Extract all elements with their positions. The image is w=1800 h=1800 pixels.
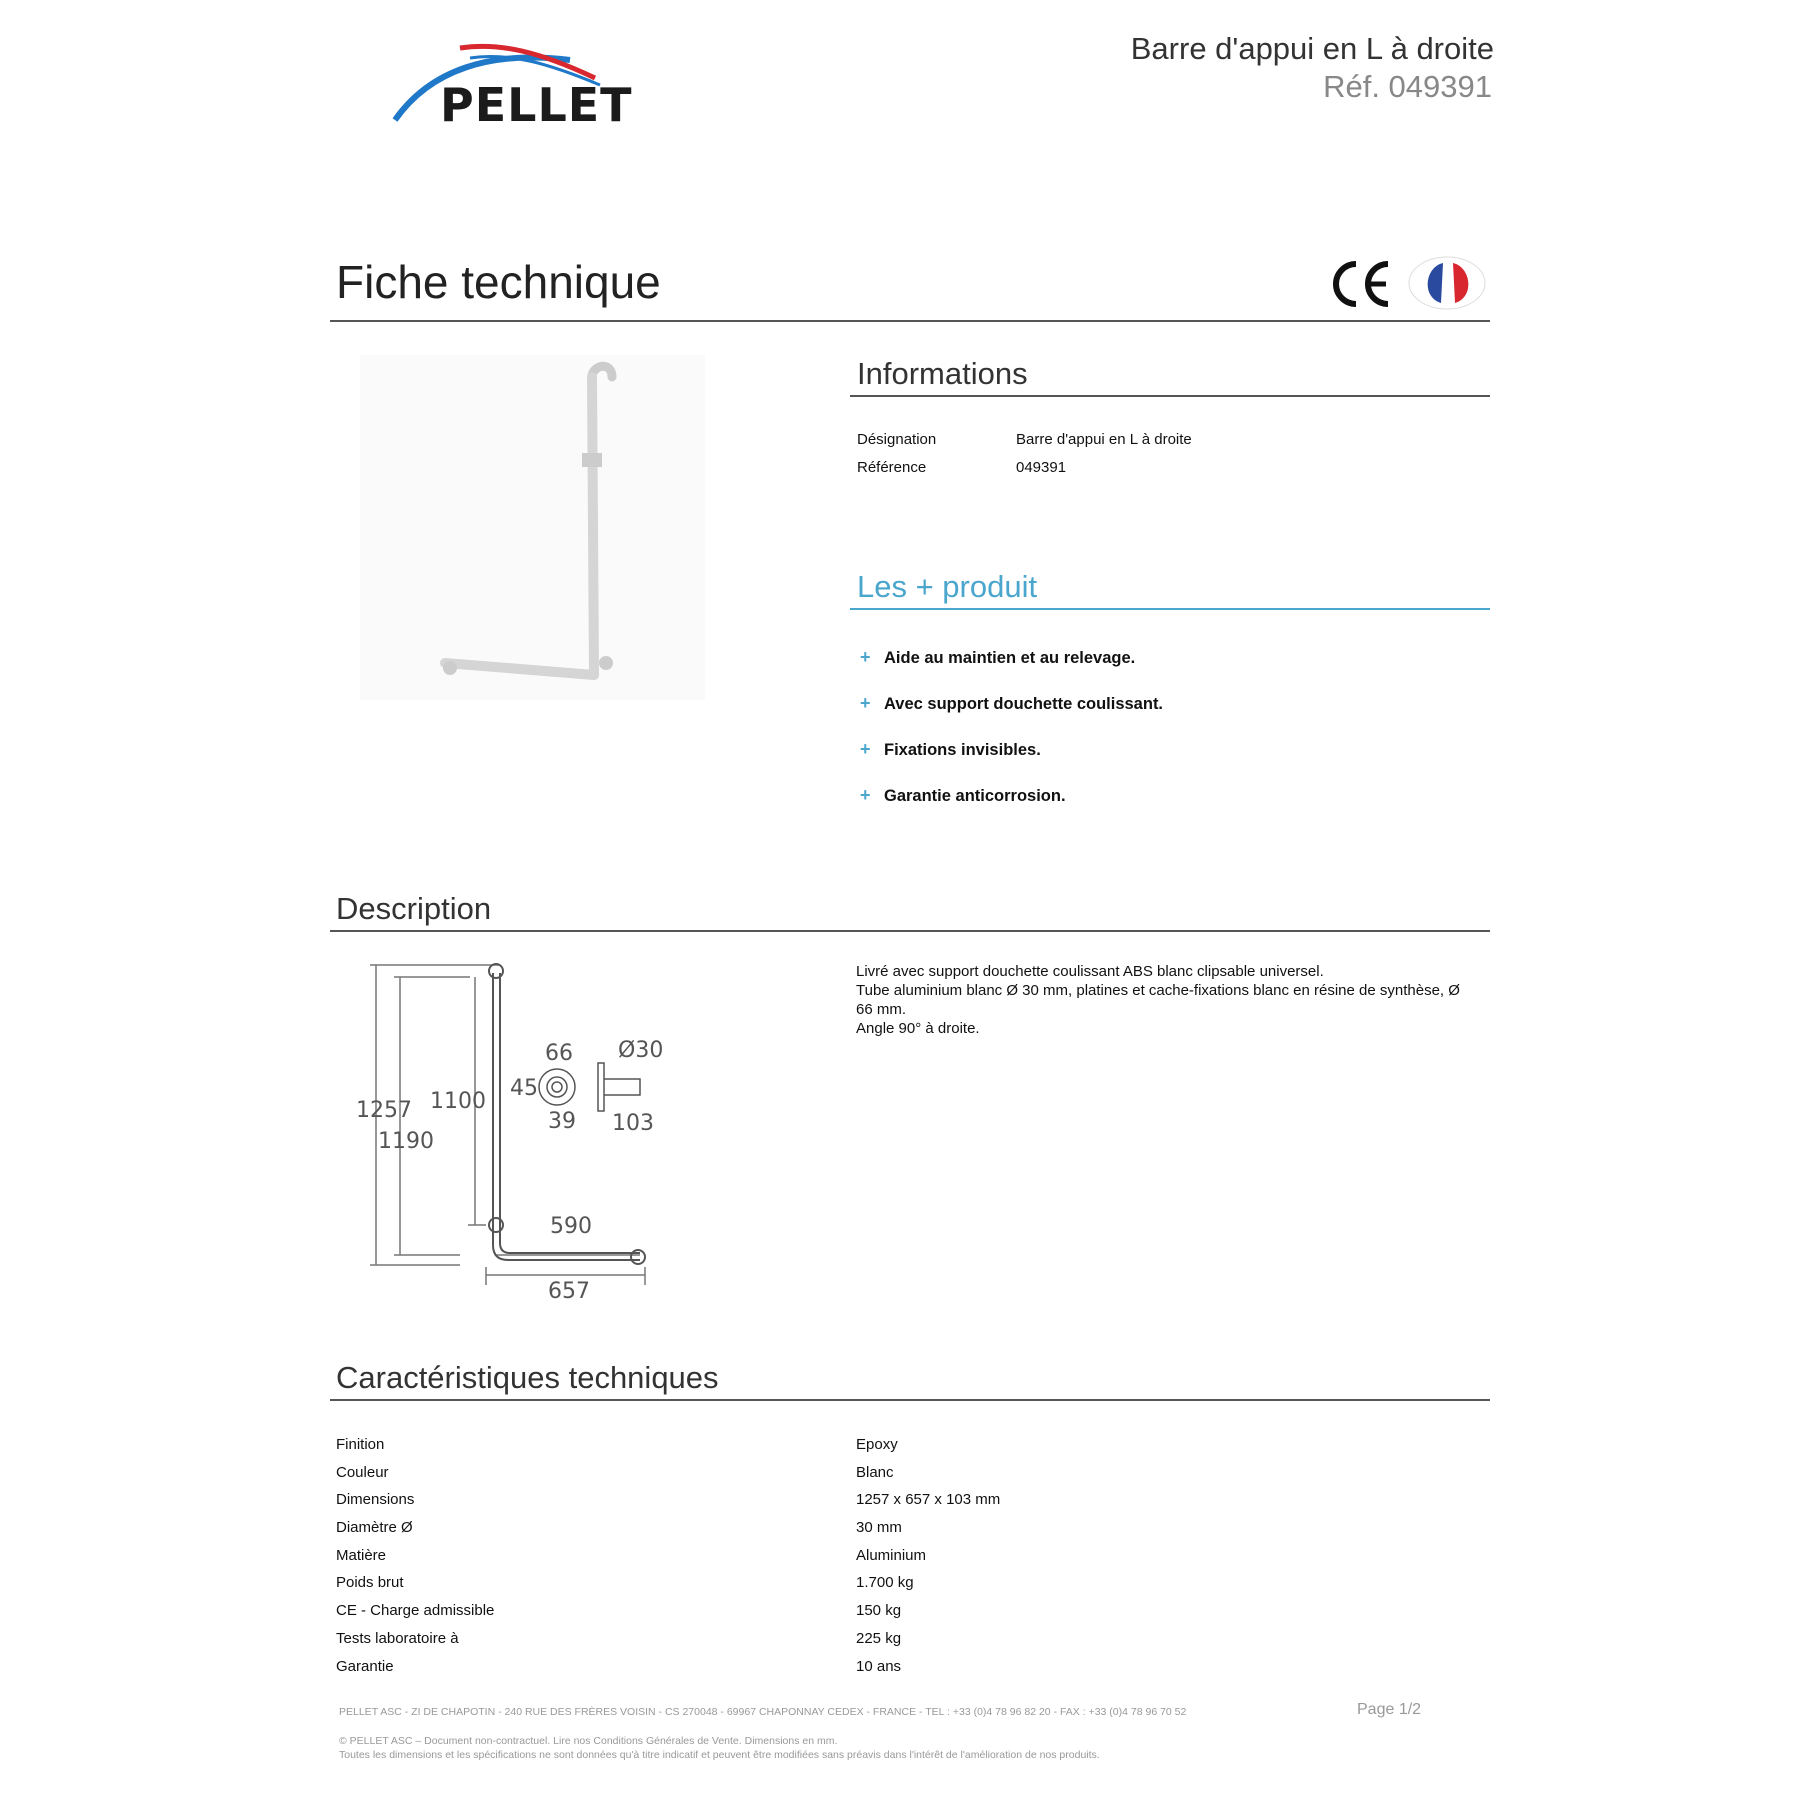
avantage-item: [860, 693, 1163, 714]
plus-icon: +: [860, 739, 871, 759]
avantage-text: Avec support douchette coulissant.: [884, 695, 1164, 713]
spec-value: 10 ans: [856, 1658, 902, 1675]
dim-label-39: 39: [548, 1109, 576, 1134]
description-line: Tube aluminium blanc Ø 30 mm, platines et cache-fixations blanc en résine de synthèse, Ø 66 mm.: [856, 982, 1460, 1018]
description-rule: [330, 930, 1490, 932]
plus-icon: +: [860, 785, 871, 805]
page-title: Fiche technique: [336, 256, 661, 308]
spec-value: Blanc: [856, 1464, 894, 1481]
info-value-reference: 049391: [1016, 459, 1067, 476]
caracteristiques-rule: [330, 1399, 1490, 1401]
avantage-item: [860, 647, 1135, 668]
informations-heading: Informations: [857, 356, 1028, 391]
spec-value: 1257 x 657 x 103 mm: [856, 1491, 1001, 1508]
footer-legal-line: Toutes les dimensions et les spécifications ne sont données qu'à titre indicatif et peuvent être modifiées sans préavis dans l'intérêt de l'amélioration de nos produits.: [339, 1749, 1100, 1761]
spec-label: Finition: [336, 1436, 385, 1453]
description-text: [856, 962, 1476, 1038]
dim-label-103: 103: [612, 1111, 654, 1136]
spec-label: Tests laboratoire à: [336, 1630, 459, 1647]
footer-legal-line: © PELLET ASC – Document non-contractuel. Lire nos Conditions Générales de Vente. Dimensions en mm.: [339, 1735, 838, 1747]
description-line: Angle 90° à droite.: [856, 1020, 980, 1037]
ce-mark-icon: [1330, 258, 1395, 310]
page-number: Page 1/2: [1357, 1701, 1422, 1718]
spec-label: Garantie: [336, 1658, 394, 1675]
pellet-logo: [390, 40, 640, 130]
plus-icon: +: [860, 647, 871, 667]
footer-address: PELLET ASC - ZI DE CHAPOTIN - 240 RUE DES FRÈRES VOISIN - CS 270048 - 69967 CHAPONNAY CEDEX - FRANCE - TEL : +33 (0)4 78 96 82 20 - FAX : +33 (0)4 78 96 70 52: [339, 1706, 1187, 1718]
fabrication-francaise-badge: [1407, 255, 1487, 311]
avantage-text: Aide au maintien et au relevage.: [884, 649, 1136, 667]
spec-label: Dimensions: [336, 1491, 415, 1508]
avantage-text: Fixations invisibles.: [884, 741, 1041, 759]
spec-label: Poids brut: [336, 1574, 404, 1591]
avantage-item: [860, 739, 1041, 760]
spec-value: Epoxy: [856, 1436, 898, 1453]
info-label-designation: Désignation: [857, 431, 937, 448]
spec-value: 30 mm: [856, 1519, 902, 1536]
informations-rule: [850, 395, 1490, 397]
spec-value: 150 kg: [856, 1602, 902, 1619]
avantage-item: [860, 785, 1066, 806]
caracteristiques-heading: Caractéristiques techniques: [336, 1360, 719, 1395]
dim-label-66: 66: [545, 1041, 573, 1066]
document-reference: Réf. 049391: [1323, 69, 1492, 104]
spec-value: 1.700 kg: [856, 1574, 914, 1591]
info-value-designation: Barre d'appui en L à droite: [1016, 431, 1192, 448]
logo-text: PELLET: [440, 78, 633, 132]
description-heading: Description: [336, 891, 492, 926]
avantage-text: Garantie anticorrosion.: [884, 787, 1066, 805]
avantages-heading: Les + produit: [857, 569, 1038, 604]
title-rule: [330, 320, 1490, 322]
avantages-rule: [850, 608, 1490, 610]
dim-label-1257: 1257: [356, 1098, 412, 1123]
spec-value: Aluminium: [856, 1547, 927, 1564]
document-product-title: Barre d'appui en L à droite: [1130, 31, 1494, 66]
dim-label-1100: 1100: [430, 1089, 486, 1114]
spec-label: CE - Charge admissible: [336, 1602, 495, 1619]
plus-icon: +: [860, 693, 871, 713]
spec-label: Couleur: [336, 1464, 389, 1481]
dim-label-d30: Ø30: [618, 1038, 664, 1063]
footer-legal: [339, 1734, 1100, 1762]
spec-label: Diamètre Ø: [336, 1519, 413, 1536]
product-image: [360, 355, 705, 700]
technical-drawing: [350, 955, 670, 1305]
dim-label-1190: 1190: [378, 1129, 434, 1154]
dim-label-590: 590: [550, 1214, 592, 1239]
dim-label-657: 657: [548, 1279, 590, 1304]
info-label-reference: Référence: [857, 459, 927, 476]
spec-value: 225 kg: [856, 1630, 902, 1647]
spec-label: Matière: [336, 1547, 387, 1564]
description-line: Livré avec support douchette coulissant ABS blanc clipsable universel.: [856, 963, 1324, 980]
dim-label-45: 45: [510, 1076, 538, 1101]
